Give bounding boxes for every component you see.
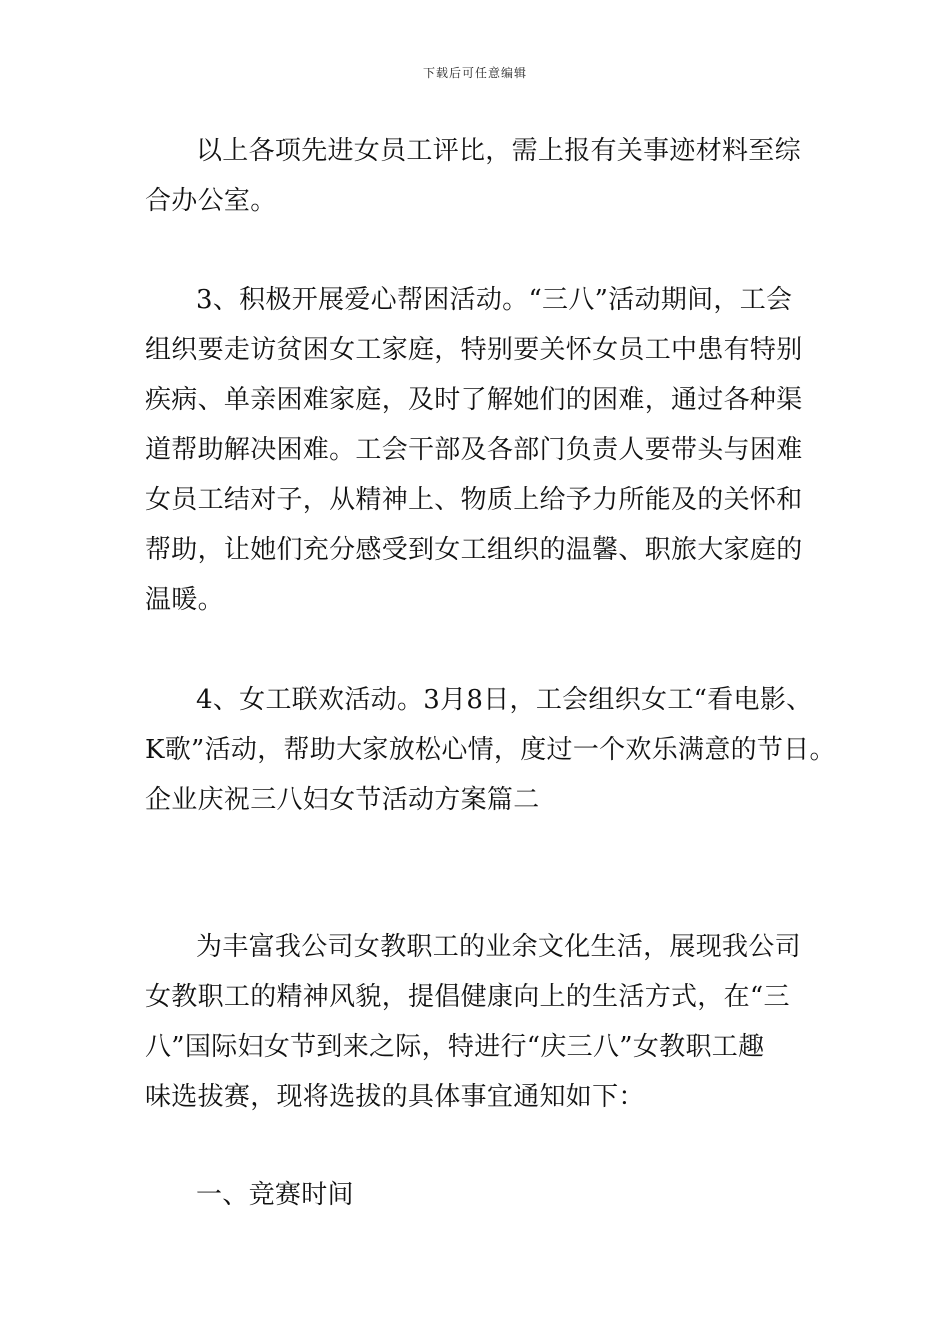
paragraph-line: 味选拔赛，现将选拔的具体事宜通知如下： [145,1082,645,1112]
paragraph-line: 帮助，让她们充分感受到女工组织的温馨、职旅大家庭的 [145,535,803,565]
paragraph-line: 为丰富我公司女教职工的业余文化生活，展现我公司 [196,932,801,962]
paragraph-line: 温暖。 [145,585,224,615]
subsection-heading: 一、竞赛时间 [196,1180,354,1210]
paragraph-line: 女教职工的精神风貌，提倡健康向上的生活方式，在“三 [145,982,790,1012]
paragraph-line: 合办公室。 [145,186,277,216]
paragraph-line: 以上各项先进女员工评比，需上报有关事迹材料至综 [196,136,801,166]
paragraph-line: 组织要走访贫困女工家庭，特别要关怀女员工中患有特别 [145,335,803,365]
page-header: 下载后可任意编辑 [422,66,527,80]
paragraph-line: 4、女工联欢活动。3月8日，工会组织女工“看电影、 [196,685,813,715]
paragraph-line: K歌”活动，帮助大家放松心情，度过一个欢乐满意的节日。 [145,735,836,765]
paragraph-line: 八”国际妇女节到来之际，特进行“庆三八”女教职工趣 [145,1032,765,1062]
paragraph-line: 疾病、单亲困难家庭，及时了解她们的困难，通过各种渠 [145,385,803,415]
section-title: 企业庆祝三八妇女节活动方案篇二 [145,785,540,815]
paragraph-line: 道帮助解决困难。工会干部及各部门负责人要带头与困难 [145,435,803,465]
paragraph-line: 3、积极开展爱心帮困活动。“三八”活动期间，工会 [196,285,793,315]
paragraph-line: 女员工结对子，从精神上、物质上给予力所能及的关怀和 [145,485,803,515]
